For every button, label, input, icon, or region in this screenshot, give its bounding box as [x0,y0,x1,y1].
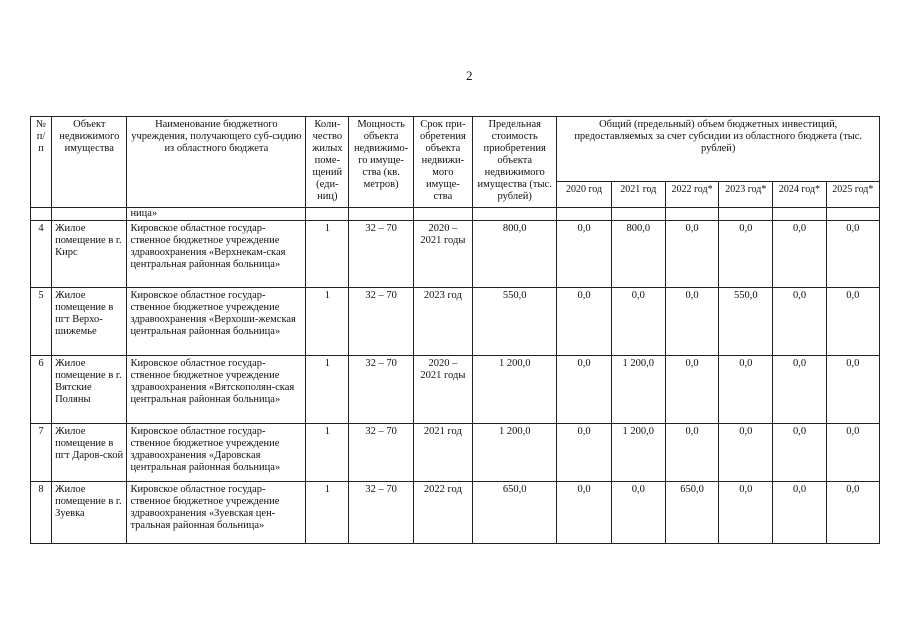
header-object: Объект недвижимого имущества [52,117,127,208]
row-value: 0,0 [826,356,879,424]
row-value: 800,0 [611,221,665,288]
continuation-text: ница» [127,208,306,221]
row-value: 0,0 [557,482,611,544]
row-count: 1 [306,221,349,288]
row-value: 0,0 [826,482,879,544]
row-value: 0,0 [611,482,665,544]
row-value: 1 200,0 [611,424,665,482]
empty-cell [473,208,557,221]
row-cost: 800,0 [473,221,557,288]
row-value: 0,0 [773,482,826,544]
row-value: 0,0 [611,288,665,356]
row-num: 7 [31,424,52,482]
header-year: 2020 год [557,181,611,207]
row-value: 0,0 [665,221,718,288]
row-institution: Кировское областное государ-ственное бюджетное учреждение здравоохранения «Зуевская цен-тральная районная больница» [127,482,306,544]
header-term: Срок при-обретения объекта недвижи-мого имуще-ства [413,117,472,208]
row-value: 0,0 [665,288,718,356]
empty-cell [52,208,127,221]
header-cost: Предельная стоимость приобретения объекта недвижимого имущества (тыс. рублей) [473,117,557,208]
header-institution: Наименование бюджетного учреждения, получающего суб-сидию из областного бюджета [127,117,306,208]
row-term: 2021 год [413,424,472,482]
row-cost: 550,0 [473,288,557,356]
empty-cell [31,208,52,221]
row-num: 5 [31,288,52,356]
row-value: 0,0 [557,356,611,424]
row-value: 0,0 [773,356,826,424]
row-institution: Кировское областное государ-ственное бюджетное учреждение здравоохранения «Вятскополян-ская центральная районная больница» [127,356,306,424]
empty-cell [826,208,879,221]
table-row [31,221,880,288]
row-value: 550,0 [719,288,773,356]
row-value: 0,0 [719,221,773,288]
row-value: 0,0 [665,424,718,482]
row-value: 0,0 [557,288,611,356]
header-year: 2023 год* [719,181,773,207]
row-value: 0,0 [557,221,611,288]
row-cost: 1 200,0 [473,424,557,482]
empty-cell [665,208,718,221]
row-value: 0,0 [773,221,826,288]
row-object: Жилое помещение в пгт Верхо-шижемье [52,288,127,356]
empty-cell [306,208,349,221]
row-value: 0,0 [826,288,879,356]
row-term: 2022 год [413,482,472,544]
row-value: 0,0 [773,288,826,356]
row-count: 1 [306,482,349,544]
empty-cell [611,208,665,221]
row-value: 1 200,0 [611,356,665,424]
row-value: 0,0 [557,424,611,482]
row-institution: Кировское областное государ-ственное бюджетное учреждение здравоохранения «Даровская центральная районная больница» [127,424,306,482]
row-object: Жилое помещение в г. Вятские Поляны [52,356,127,424]
empty-cell [719,208,773,221]
row-capacity: 32 – 70 [349,288,413,356]
header-year: 2024 год* [773,181,826,207]
row-term: 2020 – 2021 годы [413,221,472,288]
row-num: 6 [31,356,52,424]
empty-cell [413,208,472,221]
row-num: 4 [31,221,52,288]
table-row [31,482,880,544]
row-capacity: 32 – 70 [349,424,413,482]
header-year: 2022 год* [665,181,718,207]
header-year: 2025 год* [826,181,879,207]
row-value: 650,0 [665,482,718,544]
header-investments: Общий (предельный) объем бюджетных инвестиций, предоставляемых за счет субсидии из областного бюджета (тыс. рублей) [557,117,880,182]
continuation-row [31,208,880,221]
header-row [31,117,880,182]
row-cost: 1 200,0 [473,356,557,424]
row-value: 0,0 [773,424,826,482]
row-count: 1 [306,424,349,482]
row-value: 0,0 [826,424,879,482]
table-row [31,356,880,424]
row-institution: Кировское областное государ-ственное бюджетное учреждение здравоохранения «Верхоши-жемская центральная районная больница» [127,288,306,356]
row-term: 2020 – 2021 годы [413,356,472,424]
row-object: Жилое помещение в г. Зуевка [52,482,127,544]
row-term: 2023 год [413,288,472,356]
row-capacity: 32 – 70 [349,356,413,424]
empty-cell [349,208,413,221]
row-object: Жилое помещение в г. Кирс [52,221,127,288]
page-number: 2 [466,68,473,83]
header-year: 2021 год [611,181,665,207]
row-cost: 650,0 [473,482,557,544]
header-capacity: Мощность объекта недвижимо-го имуще-ства (кв. метров) [349,117,413,208]
row-value: 0,0 [719,482,773,544]
row-capacity: 32 – 70 [349,482,413,544]
header-count: Коли-чество жилых поме-щений (еди-ниц) [306,117,349,208]
row-object: Жилое помещение в пгт Даров-ской [52,424,127,482]
row-num: 8 [31,482,52,544]
row-capacity: 32 – 70 [349,221,413,288]
table-row [31,288,880,356]
empty-cell [557,208,611,221]
table-row [31,424,880,482]
row-count: 1 [306,356,349,424]
row-value: 0,0 [719,424,773,482]
investment-table [30,116,880,544]
row-count: 1 [306,288,349,356]
row-value: 0,0 [665,356,718,424]
header-num: № п/п [31,117,52,208]
row-institution: Кировское областное государ-ственное бюджетное учреждение здравоохранения «Верхнекам-ская центральная районная больница» [127,221,306,288]
empty-cell [773,208,826,221]
row-value: 0,0 [826,221,879,288]
row-value: 0,0 [719,356,773,424]
